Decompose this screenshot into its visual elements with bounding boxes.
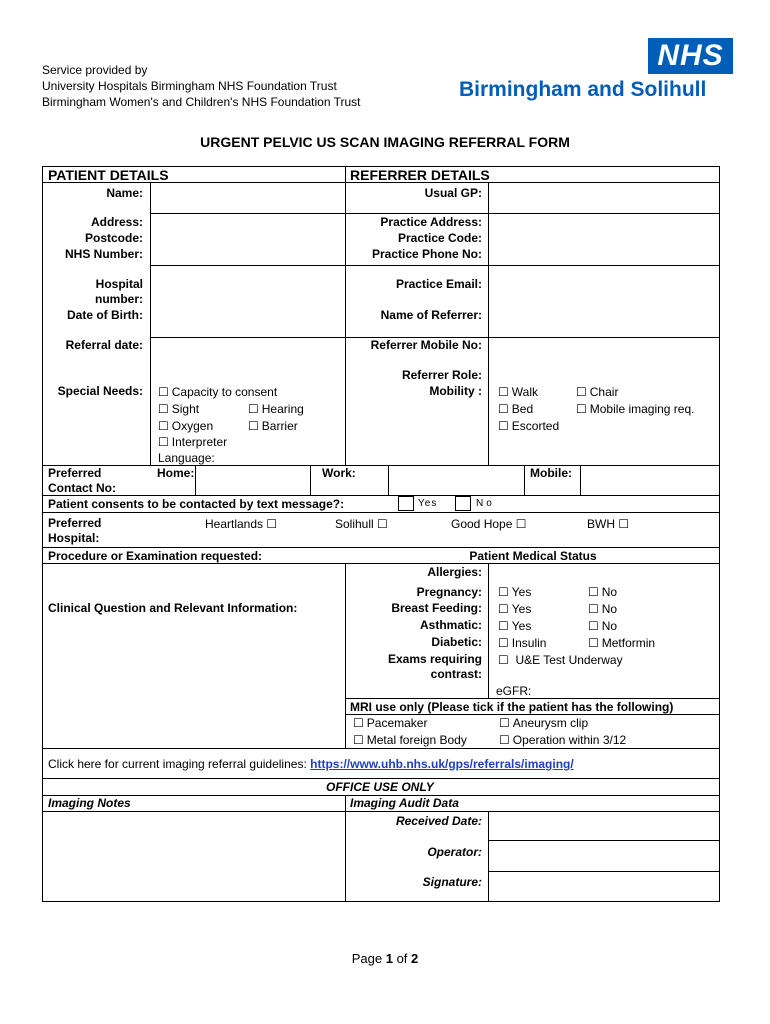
dob-label: Date of Birth: bbox=[67, 308, 143, 322]
good-hope-checkbox-icon: ☐ bbox=[515, 517, 527, 531]
solihull-label: Solihull bbox=[335, 517, 374, 531]
mobility-label: Mobility : bbox=[429, 384, 482, 398]
ue-test-checkbox[interactable] bbox=[498, 653, 623, 667]
bwh-checkbox-icon: ☐ bbox=[618, 517, 630, 531]
language-label: Language: bbox=[158, 451, 215, 465]
referrer-details-heading: REFERRER DETAILS bbox=[350, 167, 490, 183]
clinical-question-label: Clinical Question and Relevant Information: bbox=[48, 601, 298, 615]
medical-status-heading: Patient Medical Status bbox=[469, 549, 597, 563]
gp-label: Usual GP: bbox=[424, 186, 482, 200]
practice-email-label: Practice Email: bbox=[395, 277, 482, 291]
signature-label: Signature: bbox=[422, 875, 482, 889]
good-hope-label: Good Hope bbox=[451, 517, 513, 531]
hospital-solihull[interactable] bbox=[335, 517, 388, 531]
name-label: Name: bbox=[106, 186, 143, 200]
work-phone-field[interactable] bbox=[390, 466, 523, 494]
hospital-label-2: Hospital: bbox=[48, 531, 100, 545]
breast-feeding-label: Breast Feeding: bbox=[391, 601, 482, 615]
referral-date-field[interactable] bbox=[152, 339, 342, 369]
form-title: URGENT PELVIC US SCAN IMAGING REFERRAL FORM bbox=[200, 134, 570, 150]
ue-test-label: U&E Test Underway bbox=[515, 653, 623, 667]
solihull-checkbox-icon: ☐ bbox=[377, 517, 388, 531]
asthmatic-label: Asthmatic: bbox=[419, 618, 482, 632]
ue-test-checkbox-icon: ☐ bbox=[498, 653, 509, 667]
practice-code-label: Practice Code: bbox=[397, 231, 482, 245]
breast-feeding-yes-checkbox[interactable]: ☐ Yes bbox=[498, 602, 531, 616]
patient-name-field[interactable] bbox=[152, 184, 342, 212]
office-use-heading: OFFICE USE ONLY bbox=[326, 780, 434, 794]
practice-address-label: Practice Address: bbox=[380, 215, 482, 229]
work-label: Work: bbox=[322, 466, 356, 480]
referrer-mobile-field[interactable] bbox=[490, 339, 718, 369]
pregnancy-label: Pregnancy: bbox=[416, 585, 482, 599]
bwh-label: BWH bbox=[587, 517, 615, 531]
operator-field[interactable] bbox=[490, 842, 718, 870]
mobile-imaging-checkbox[interactable]: ☐ Mobile imaging req. bbox=[576, 402, 694, 416]
mobile-label: Mobile: bbox=[530, 466, 572, 480]
hospital-bwh[interactable] bbox=[587, 517, 629, 531]
text-consent-label: Patient consents to be contacted by text message?: bbox=[48, 497, 345, 511]
hospital-good-hope[interactable] bbox=[451, 517, 527, 531]
procedure-text-area[interactable] bbox=[44, 565, 344, 745]
asthmatic-yes-checkbox[interactable]: ☐ Yes bbox=[498, 619, 531, 633]
allergies-label: Allergies: bbox=[427, 565, 482, 579]
postcode-label: Postcode: bbox=[84, 231, 143, 245]
asthmatic-no-checkbox[interactable]: ☐ No bbox=[588, 619, 617, 633]
practice-address-field[interactable] bbox=[490, 215, 718, 264]
hospital-label: Hospital bbox=[95, 277, 143, 291]
practice-phone-label: Practice Phone No: bbox=[371, 247, 482, 261]
hearing-checkbox[interactable]: ☐ Hearing bbox=[248, 402, 304, 416]
metformin-checkbox[interactable]: ☐ Metformin bbox=[588, 636, 655, 650]
oxygen-checkbox[interactable]: ☐ Oxygen bbox=[158, 419, 213, 433]
referrer-name-label: Name of Referrer: bbox=[380, 308, 482, 322]
imaging-notes-label: Imaging Notes bbox=[48, 796, 131, 810]
consent-no-checkbox[interactable] bbox=[455, 496, 471, 511]
referrer-mobile-label: Referrer Mobile No: bbox=[370, 338, 482, 352]
consent-no-label: No bbox=[476, 498, 495, 509]
patient-address-field[interactable] bbox=[152, 215, 342, 264]
hospital-heartlands[interactable] bbox=[205, 517, 277, 531]
home-phone-field[interactable] bbox=[197, 466, 309, 494]
sight-checkbox[interactable]: ☐ Sight bbox=[158, 402, 199, 416]
interpreter-checkbox[interactable]: ☐ Interpreter bbox=[158, 435, 227, 449]
home-label: Home: bbox=[157, 466, 195, 480]
imaging-audit-label: Imaging Audit Data bbox=[350, 796, 459, 810]
page-of: of bbox=[396, 951, 408, 966]
page-prefix: Page bbox=[351, 951, 383, 966]
operator-label: Operator: bbox=[427, 845, 482, 859]
pregnancy-no-checkbox[interactable]: ☐ No bbox=[588, 585, 617, 599]
walk-checkbox[interactable]: ☐ Walk bbox=[498, 385, 538, 399]
provider-line: University Hospitals Birmingham NHS Foundation Trust bbox=[42, 79, 337, 93]
hospital-number-label: number: bbox=[95, 292, 143, 306]
egfr-label: eGFR: bbox=[496, 684, 532, 698]
consent-yes-checkbox[interactable] bbox=[398, 496, 414, 511]
operation-checkbox[interactable]: ☐ Operation within 3/12 bbox=[499, 733, 626, 747]
mri-heading: MRI use only (Please tick if the patient has the following) bbox=[350, 700, 674, 714]
exams-requiring-label: Exams requiring bbox=[387, 652, 482, 666]
metal-body-checkbox[interactable]: ☐ Metal foreign Body bbox=[353, 733, 467, 747]
breast-feeding-no-checkbox[interactable]: ☐ No bbox=[588, 602, 617, 616]
heartlands-checkbox-icon: ☐ bbox=[266, 517, 278, 531]
guidelines-text: Click here for current imaging referral guidelines: bbox=[48, 757, 307, 771]
allergies-field[interactable] bbox=[490, 565, 718, 581]
page-total: 2 bbox=[411, 951, 419, 966]
hospital-number-field[interactable] bbox=[152, 267, 342, 336]
insulin-checkbox[interactable]: ☐ Insulin bbox=[498, 636, 546, 650]
referrer-role-label: Referrer Role: bbox=[401, 368, 482, 382]
guidelines-row bbox=[48, 757, 574, 771]
provider-line: Service provided by bbox=[42, 63, 148, 77]
special-needs-label: Special Needs: bbox=[57, 384, 143, 398]
pregnancy-yes-checkbox[interactable]: ☐ Yes bbox=[498, 585, 531, 599]
nhs-number-label: NHS Number: bbox=[64, 247, 143, 261]
consent-yes-label: Yes bbox=[418, 498, 438, 509]
heartlands-label: Heartlands bbox=[205, 517, 264, 531]
page-current: 1 bbox=[385, 951, 393, 966]
nhs-logo: NHS bbox=[648, 38, 733, 74]
provider-line: Birmingham Women's and Children's NHS Foundation Trust bbox=[42, 95, 361, 109]
provider-info bbox=[42, 62, 361, 110]
contact-no-label: Contact No: bbox=[48, 481, 116, 495]
received-date-field[interactable] bbox=[490, 813, 718, 839]
mobile-phone-field[interactable] bbox=[582, 466, 718, 494]
capacity-checkbox[interactable]: ☐ Capacity to consent bbox=[158, 385, 277, 399]
pacemaker-checkbox[interactable]: ☐ Pacemaker bbox=[353, 716, 427, 730]
guidelines-link[interactable]: https://www.uhb.nhs.uk/gps/referrals/imaging/ bbox=[310, 757, 574, 771]
barrier-checkbox[interactable]: ☐ Barrier bbox=[248, 419, 298, 433]
page-number bbox=[0, 951, 770, 966]
preferred-hospital-label: Preferred bbox=[48, 516, 102, 530]
imaging-notes-field[interactable] bbox=[44, 813, 344, 901]
referral-date-label: Referral date: bbox=[65, 338, 143, 352]
procedure-label: Procedure or Examination requested: bbox=[48, 549, 263, 563]
diabetic-label: Diabetic: bbox=[431, 635, 482, 649]
patient-details-heading: PATIENT DETAILS bbox=[48, 167, 169, 183]
address-label: Address: bbox=[90, 215, 143, 229]
trust-name: Birmingham and Solihull bbox=[459, 78, 707, 101]
aneurysm-checkbox[interactable]: ☐ Aneurysm clip bbox=[499, 716, 588, 730]
preferred-contact-label: Preferred bbox=[48, 466, 102, 480]
practice-email-field[interactable] bbox=[490, 267, 718, 336]
received-date-label: Received Date: bbox=[395, 814, 482, 828]
gp-field[interactable] bbox=[490, 184, 718, 212]
contrast-label: contrast: bbox=[430, 667, 482, 681]
chair-checkbox[interactable]: ☐ Chair bbox=[576, 385, 618, 399]
escorted-checkbox[interactable]: ☐ Escorted bbox=[498, 419, 559, 433]
bed-checkbox[interactable]: ☐ Bed bbox=[498, 402, 533, 416]
signature-field[interactable] bbox=[490, 873, 718, 901]
